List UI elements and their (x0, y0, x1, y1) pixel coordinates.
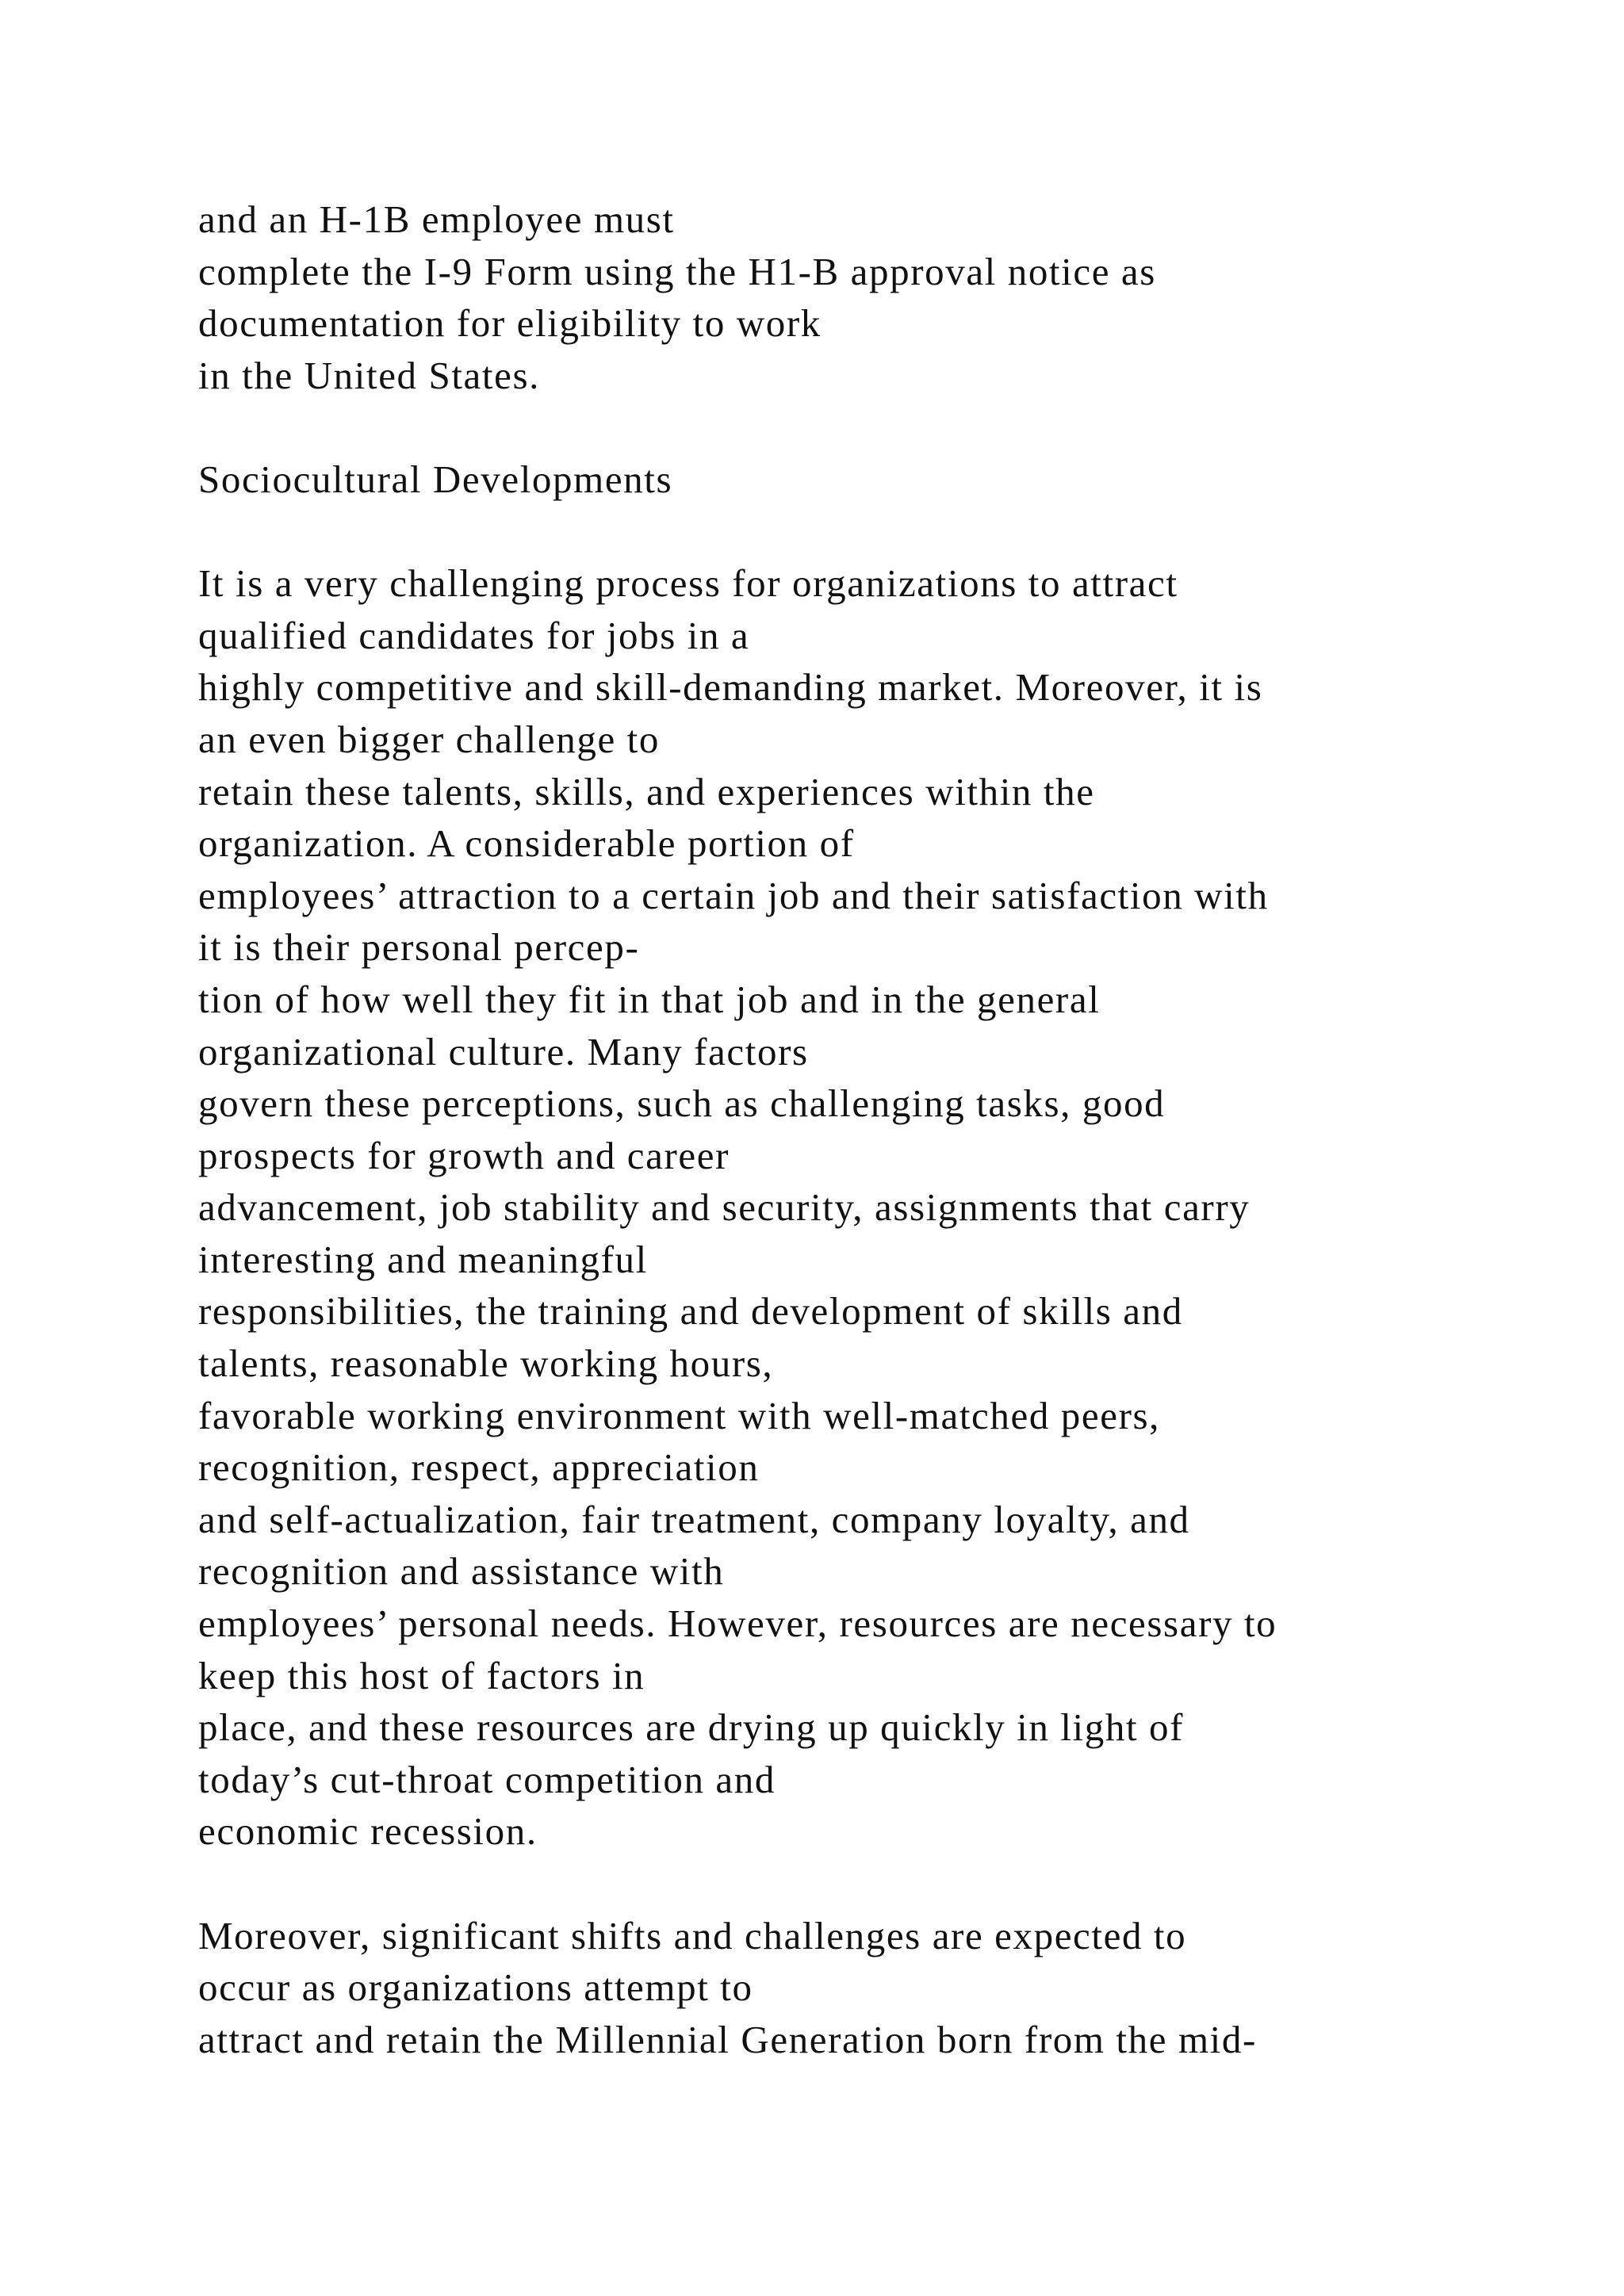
paragraph (198, 193, 1546, 401)
text-line: and self-actualization, fair treatment, company loyalty, and (198, 1497, 1190, 1541)
text-line: economic recession. (198, 1809, 538, 1854)
text-line: it is their personal percep- (198, 925, 640, 970)
paragraph-spacer (198, 506, 1546, 558)
heading-text: Sociocultural Developments (198, 457, 673, 501)
text-line: highly competitive and skill-demanding market. Moreover, it is (198, 665, 1263, 710)
text-line: employees’ attraction to a certain job and their satisfaction with (198, 873, 1269, 917)
text-line: prospects for growth and career (198, 1133, 730, 1177)
text-line: retain these talents, skills, and experiences within the (198, 769, 1095, 813)
text-line: organization. A considerable portion of (198, 821, 855, 866)
text-line: tion of how well they fit in that job and in the general (198, 977, 1101, 1021)
text-line: interesting and meaningful (198, 1237, 648, 1281)
text-line: in the United States. (198, 353, 540, 397)
text-line: govern these perceptions, such as challenging tasks, good (198, 1081, 1166, 1126)
text-line: organizational culture. Many factors (198, 1029, 809, 1073)
text-line: recognition, respect, appreciation (198, 1445, 760, 1490)
text-line: occur as organizations attempt to (198, 1965, 753, 2010)
text-line: Moreover, significant shifts and challenges are expected to (198, 1913, 1187, 1957)
paragraph-spacer (198, 1858, 1546, 1910)
text-line: employees’ personal needs. However, resources are necessary to (198, 1601, 1277, 1646)
text-line: advancement, job stability and security, assignments that carry (198, 1185, 1251, 1230)
section-heading (198, 453, 1546, 506)
paragraph (198, 1910, 1546, 2066)
text-line: keep this host of factors in (198, 1653, 645, 1697)
text-line: recognition and assistance with (198, 1549, 725, 1594)
text-line: an even bigger challenge to (198, 717, 660, 761)
text-line: qualified candidates for jobs in a (198, 613, 750, 657)
text-line: responsibilities, the training and development of skills and (198, 1289, 1183, 1334)
paragraph (198, 557, 1546, 1858)
text-line: documentation for eligibility to work (198, 301, 822, 346)
text-line: talents, reasonable working hours, (198, 1341, 774, 1386)
text-line: place, and these resources are drying up quickly in light of (198, 1705, 1185, 1750)
text-line: favorable working environment with well-matched peers, (198, 1393, 1161, 1437)
text-line: and an H-1B employee must (198, 197, 675, 241)
paragraph-spacer (198, 401, 1546, 453)
text-line: complete the I-9 Form using the H1-B approval notice as (198, 249, 1156, 293)
text-line: It is a very challenging process for organizations to attract (198, 561, 1178, 606)
document-body (198, 193, 1546, 2065)
text-line: today’s cut-throat competition and (198, 1757, 776, 1801)
text-line: attract and retain the Millennial Generation born from the mid- (198, 2017, 1257, 2061)
